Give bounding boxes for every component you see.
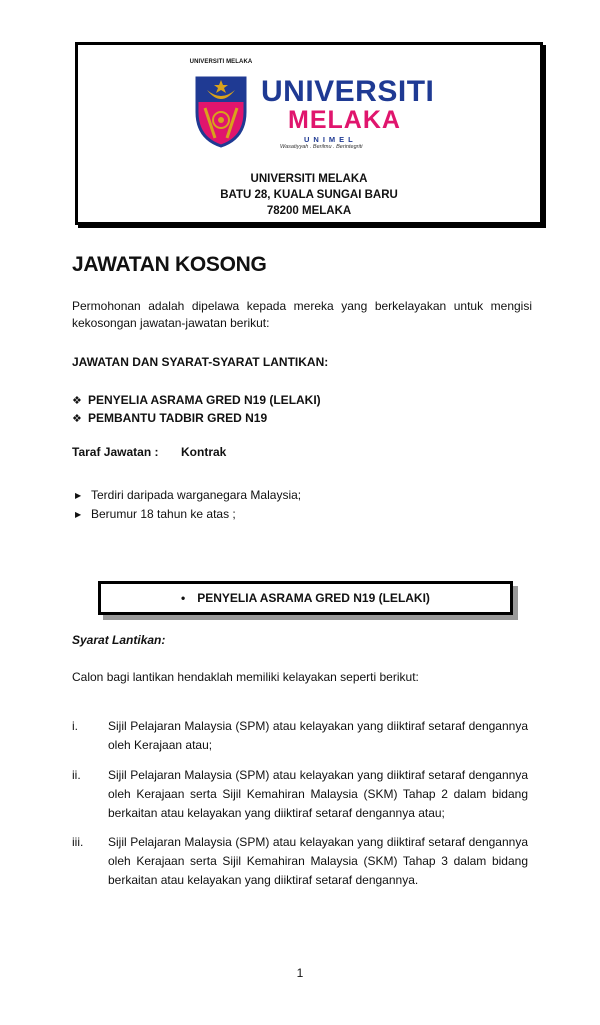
address-line-2: BATU 28, KUALA SUNGAI BARU	[220, 189, 398, 201]
arrow-bullet-icon: ▶	[75, 491, 82, 500]
letterhead-box	[75, 42, 543, 225]
position-title: PENYELIA ASRAMA GRED N19 (LELAKI)	[197, 591, 430, 605]
taraf-label: Taraf Jawatan :	[72, 445, 159, 459]
crest-shield-icon	[191, 68, 251, 148]
position-label: PENYELIA ASRAMA GRED N19 (LELAKI)	[88, 393, 321, 407]
syarat-heading: Syarat Lantikan:	[72, 633, 166, 647]
list-item	[75, 486, 301, 505]
qualification-number: ii.	[72, 768, 81, 782]
section-heading: JAWATAN DAN SYARAT-SYARAT LANTIKAN:	[72, 355, 329, 369]
list-item	[72, 391, 321, 409]
university-crest	[185, 59, 257, 149]
logo-word-universiti: UNIVERSITI	[261, 75, 435, 108]
position-list	[72, 391, 321, 427]
position-title-box	[98, 581, 513, 615]
logo-word-unimel: UNIMEL	[304, 135, 357, 144]
arrow-bullet-icon: ▶	[75, 510, 82, 519]
address-line-3: 78200 MELAKA	[266, 205, 352, 217]
qualification-text: Sijil Pelajaran Malaysia (SPM) atau kelayakan yang diiktiraf setaraf dengannya oleh Kerajaan atau;	[108, 719, 528, 752]
general-requirements-list	[75, 486, 301, 524]
qualification-number: i.	[72, 719, 78, 733]
address-line-1: UNIVERSITI MELAKA	[250, 173, 368, 185]
list-item	[72, 409, 321, 427]
list-item	[75, 505, 301, 524]
taraf-value: Kontrak	[181, 445, 227, 459]
intro-paragraph: Permohonan adalah dipelawa kepada mereka yang berkelayakan untuk mengisi kekosongan jawatan-jawatan berikut:	[72, 299, 532, 330]
page-number: 1	[296, 966, 304, 980]
qualification-text: Sijil Pelajaran Malaysia (SPM) atau kelayakan yang diiktiraf setaraf dengannya oleh Kerajaan serta Sijil Kemahiran Malaysia (SKM) Tahap 3 dalam bidang berkaitan atau kelayakan yang diiktiraf setaraf dengannya.	[108, 835, 528, 887]
qualification-text: Sijil Pelajaran Malaysia (SPM) atau kelayakan yang diiktiraf setaraf dengannya oleh Kerajaan serta Sijil Kemahiran Malaysia (SKM) Tahap 2 dalam bidang berkaitan atau kelayakan yang diiktiraf setaraf dengannya atau;	[108, 768, 528, 820]
page-title: JAWATAN KOSONG	[72, 253, 267, 276]
crest-label: UNIVERSITI MELAKA	[189, 59, 253, 65]
diamond-bullet-icon: ❖	[72, 395, 82, 407]
requirement-text: Terdiri daripada warganegara Malaysia;	[91, 488, 302, 502]
calon-text: Calon bagi lantikan hendaklah memiliki kelayakan seperti berikut:	[72, 670, 419, 684]
logo-tagline: Wasatiyyah . Berilmu . Berintegriti	[280, 144, 363, 150]
position-label: PEMBANTU TADBIR GRED N19	[88, 411, 268, 425]
diamond-bullet-icon: ❖	[72, 413, 82, 425]
bullet-icon: •	[181, 591, 186, 605]
qualification-number: iii.	[72, 835, 84, 849]
requirement-text: Berumur 18 tahun ke atas ;	[91, 507, 236, 521]
logo-word-melaka: MELAKA	[288, 106, 401, 134]
